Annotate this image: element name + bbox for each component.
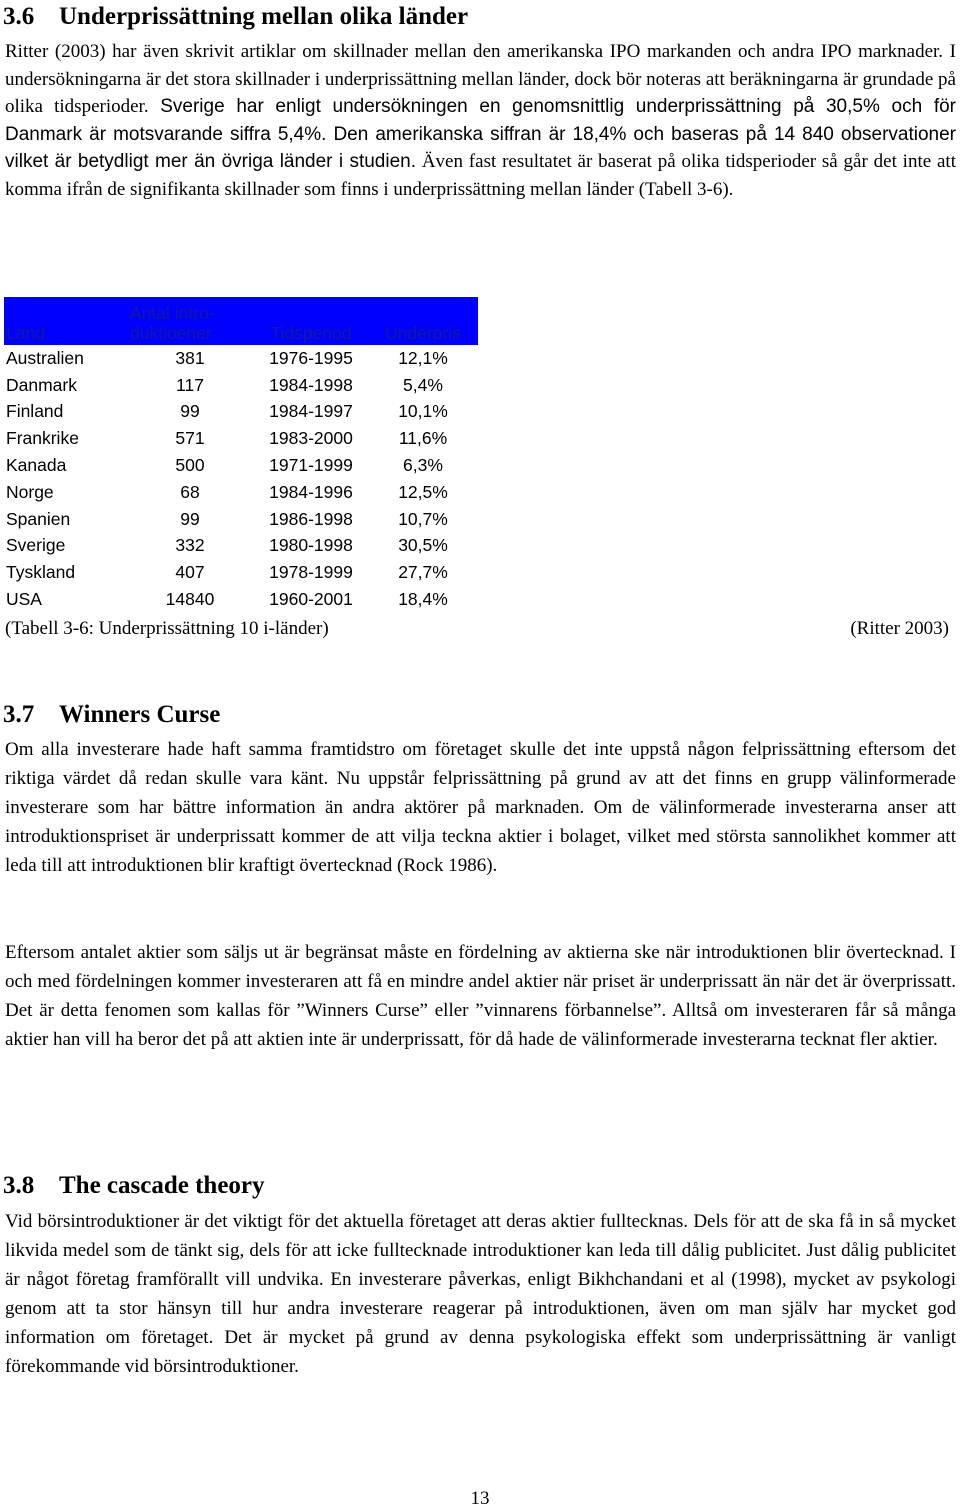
section-3-8-heading	[3, 1171, 265, 1201]
table-row	[4, 372, 478, 399]
cell-period: 1980-1998	[269, 535, 353, 556]
section-3-7-paragraph-1: Om alla investerare hade haft samma framtidstro om företaget skulle det inte uppstå någon felprissättning eftersom det riktiga värdet då redan skulle vara känt. Nu uppstår felprissättning på grund av att det finns en grupp välinformerade investerare som har bättre information än andra aktörer på marknaden. Om de välinformerade investerarna anser att introduktionspriset är underprissatt kommer de att vilja teckna aktier i bolaget, vilket med största sannolikhet kommer att leda till att introduktionen blir kraftigt övertecknad (Rock 1986).	[5, 739, 956, 876]
cell-underpris: 11,6%	[398, 428, 448, 449]
cell-land: Kanada	[6, 455, 67, 476]
cell-antal: 99	[180, 401, 200, 422]
table-row	[4, 479, 478, 506]
section-title: The cascade theory	[59, 1172, 265, 1199]
header-antal	[126, 297, 254, 345]
cell-underpris: 10,1%	[398, 401, 448, 422]
cell-land: Frankrike	[6, 428, 79, 449]
cell-underpris: 10,7%	[398, 508, 448, 529]
table-caption	[5, 617, 949, 641]
cell-period: 1976-1995	[269, 347, 353, 368]
cell-period: 1960-2001	[269, 589, 353, 610]
section-3-6-heading	[3, 2, 468, 32]
cell-period: 1984-1998	[269, 374, 353, 395]
cell-antal: 407	[175, 562, 205, 583]
cell-antal: 571	[175, 428, 205, 449]
section-3-6-paragraph	[5, 38, 956, 204]
cell-land: Sverige	[6, 535, 66, 556]
paragraph-text: Ritter (2003) har även skrivit artiklar om skillnader mellan den amerikanska IPO markanden och andra IPO marknader. I undersökningarna är det stora skillnader i underprissättning mellan länder, dock bör noteras att beräkningarna är grundade på olika tidsperioder.	[5, 41, 956, 118]
section-3-8-paragraph: Vid börsintroduktioner är det viktigt för det aktuella företaget att deras aktier fulltecknas. Dels för att de ska få in så mycket likvida medel som de tänkt sig, dels för att icke fulltecknade introduktioner kan leda till dålig publicitet. Just dålig publicitet är något företag framförallt vill undvika. En investerare påverkas, enligt Bikhchandani et al (1998), mycket av psykologi genom att ta stor hänsyn till hur andra investerare reagerar på introduktionen, även om man själv har mycket god information om företaget. Det är mycket på grund av denna psykologiska effekt som underprissättning är vanligt förekommande vid börsintroduktioner.	[5, 1211, 956, 1377]
table-row	[4, 452, 478, 479]
header-antal-line2: duktioener	[130, 323, 212, 343]
cell-antal: 332	[175, 535, 205, 556]
caption-left: (Tabell 3-6: Underprissättning 10 i-länder)	[5, 618, 329, 639]
table-row	[4, 345, 478, 372]
cell-antal: 14840	[165, 589, 215, 610]
paragraph-text-sans: Sverige har enligt undersökningen en genomsnittlig underprissättning på 30,5% och för Danmark är motsvarande siffra 5,4%. Den amerikanska siffran är 18,4% och baseras på 14 840 observationer vilket är betydligt mer än övriga länder i studien.	[5, 96, 956, 173]
cell-underpris: 18,4%	[398, 589, 448, 610]
cell-land: Finland	[6, 401, 64, 422]
cell-land: Norge	[6, 481, 54, 502]
section-number: 3.6	[3, 3, 35, 30]
cell-land: Australien	[6, 347, 84, 368]
section-3-7-paragraph-2: Eftersom antalet aktier som säljs ut är begränsat måste en fördelning av aktierna ske när introduktionen blir övertecknad. I och med fördelningen kommer investeraren att få en mindre andel aktier när priset är underprissatt än när det är överprissatt. Det är detta fenomen som kallas för ”Winners Curse” eller ”vinnarens förbannelse”. Alltså om investeraren får så många aktier han vill ha beror det på att aktien inte är underprissatt, för då hade de välinformerade investerarna tecknat fler aktier.	[5, 942, 956, 1050]
cell-antal: 500	[175, 455, 205, 476]
cell-land: Spanien	[6, 508, 71, 529]
cell-land: USA	[6, 589, 42, 610]
header-antal-line1: Antal intro-	[130, 303, 215, 323]
table-row	[4, 425, 478, 452]
cell-land: Danmark	[6, 374, 77, 395]
section-title: Underprissättning mellan olika länder	[59, 3, 469, 30]
underpricing-table	[4, 297, 478, 613]
cell-period: 1984-1996	[269, 481, 353, 502]
table-row	[4, 506, 478, 533]
header-underpris: Underpris	[368, 297, 478, 345]
paragraph-text-end: Även fast resultatet är baserat på olika tidsperioder så går det inte att komma ifrån de signifikanta skillnader som finns i underprissättning mellan länder (Tabell 3-6).	[5, 151, 956, 200]
section-number: 3.8	[3, 1172, 35, 1199]
cell-land: Tyskland	[6, 562, 76, 583]
cell-antal: 68	[180, 481, 200, 502]
cell-antal: 117	[176, 374, 204, 395]
cell-period: 1978-1999	[269, 562, 353, 583]
cell-period: 1986-1998	[269, 508, 353, 529]
cell-antal: 99	[180, 508, 200, 529]
section-3-7-heading	[3, 700, 220, 730]
header-tidsperiod: Tidsperiod	[254, 297, 368, 345]
cell-period: 1983-2000	[269, 428, 353, 449]
cell-underpris: 12,5%	[398, 481, 448, 502]
caption-source: (Ritter 2003)	[850, 618, 949, 639]
table-header-row	[4, 297, 478, 345]
cell-period: 1971-1999	[269, 455, 353, 476]
table-row	[4, 533, 478, 560]
section-number: 3.7	[3, 701, 35, 728]
cell-underpris: 5,4%	[403, 374, 443, 395]
cell-period: 1984-1997	[269, 401, 353, 422]
table-row	[4, 559, 478, 586]
header-land: Land	[4, 297, 126, 345]
cell-underpris: 30,5%	[398, 535, 448, 556]
cell-antal: 381	[175, 347, 205, 368]
cell-underpris: 27,7%	[398, 562, 448, 583]
table-row	[4, 399, 478, 426]
table-row	[4, 586, 478, 613]
page-number: 13	[470, 1488, 490, 1509]
cell-underpris: 6,3%	[403, 455, 443, 476]
cell-underpris: 12,1%	[398, 347, 448, 368]
section-title: Winners Curse	[59, 701, 221, 728]
